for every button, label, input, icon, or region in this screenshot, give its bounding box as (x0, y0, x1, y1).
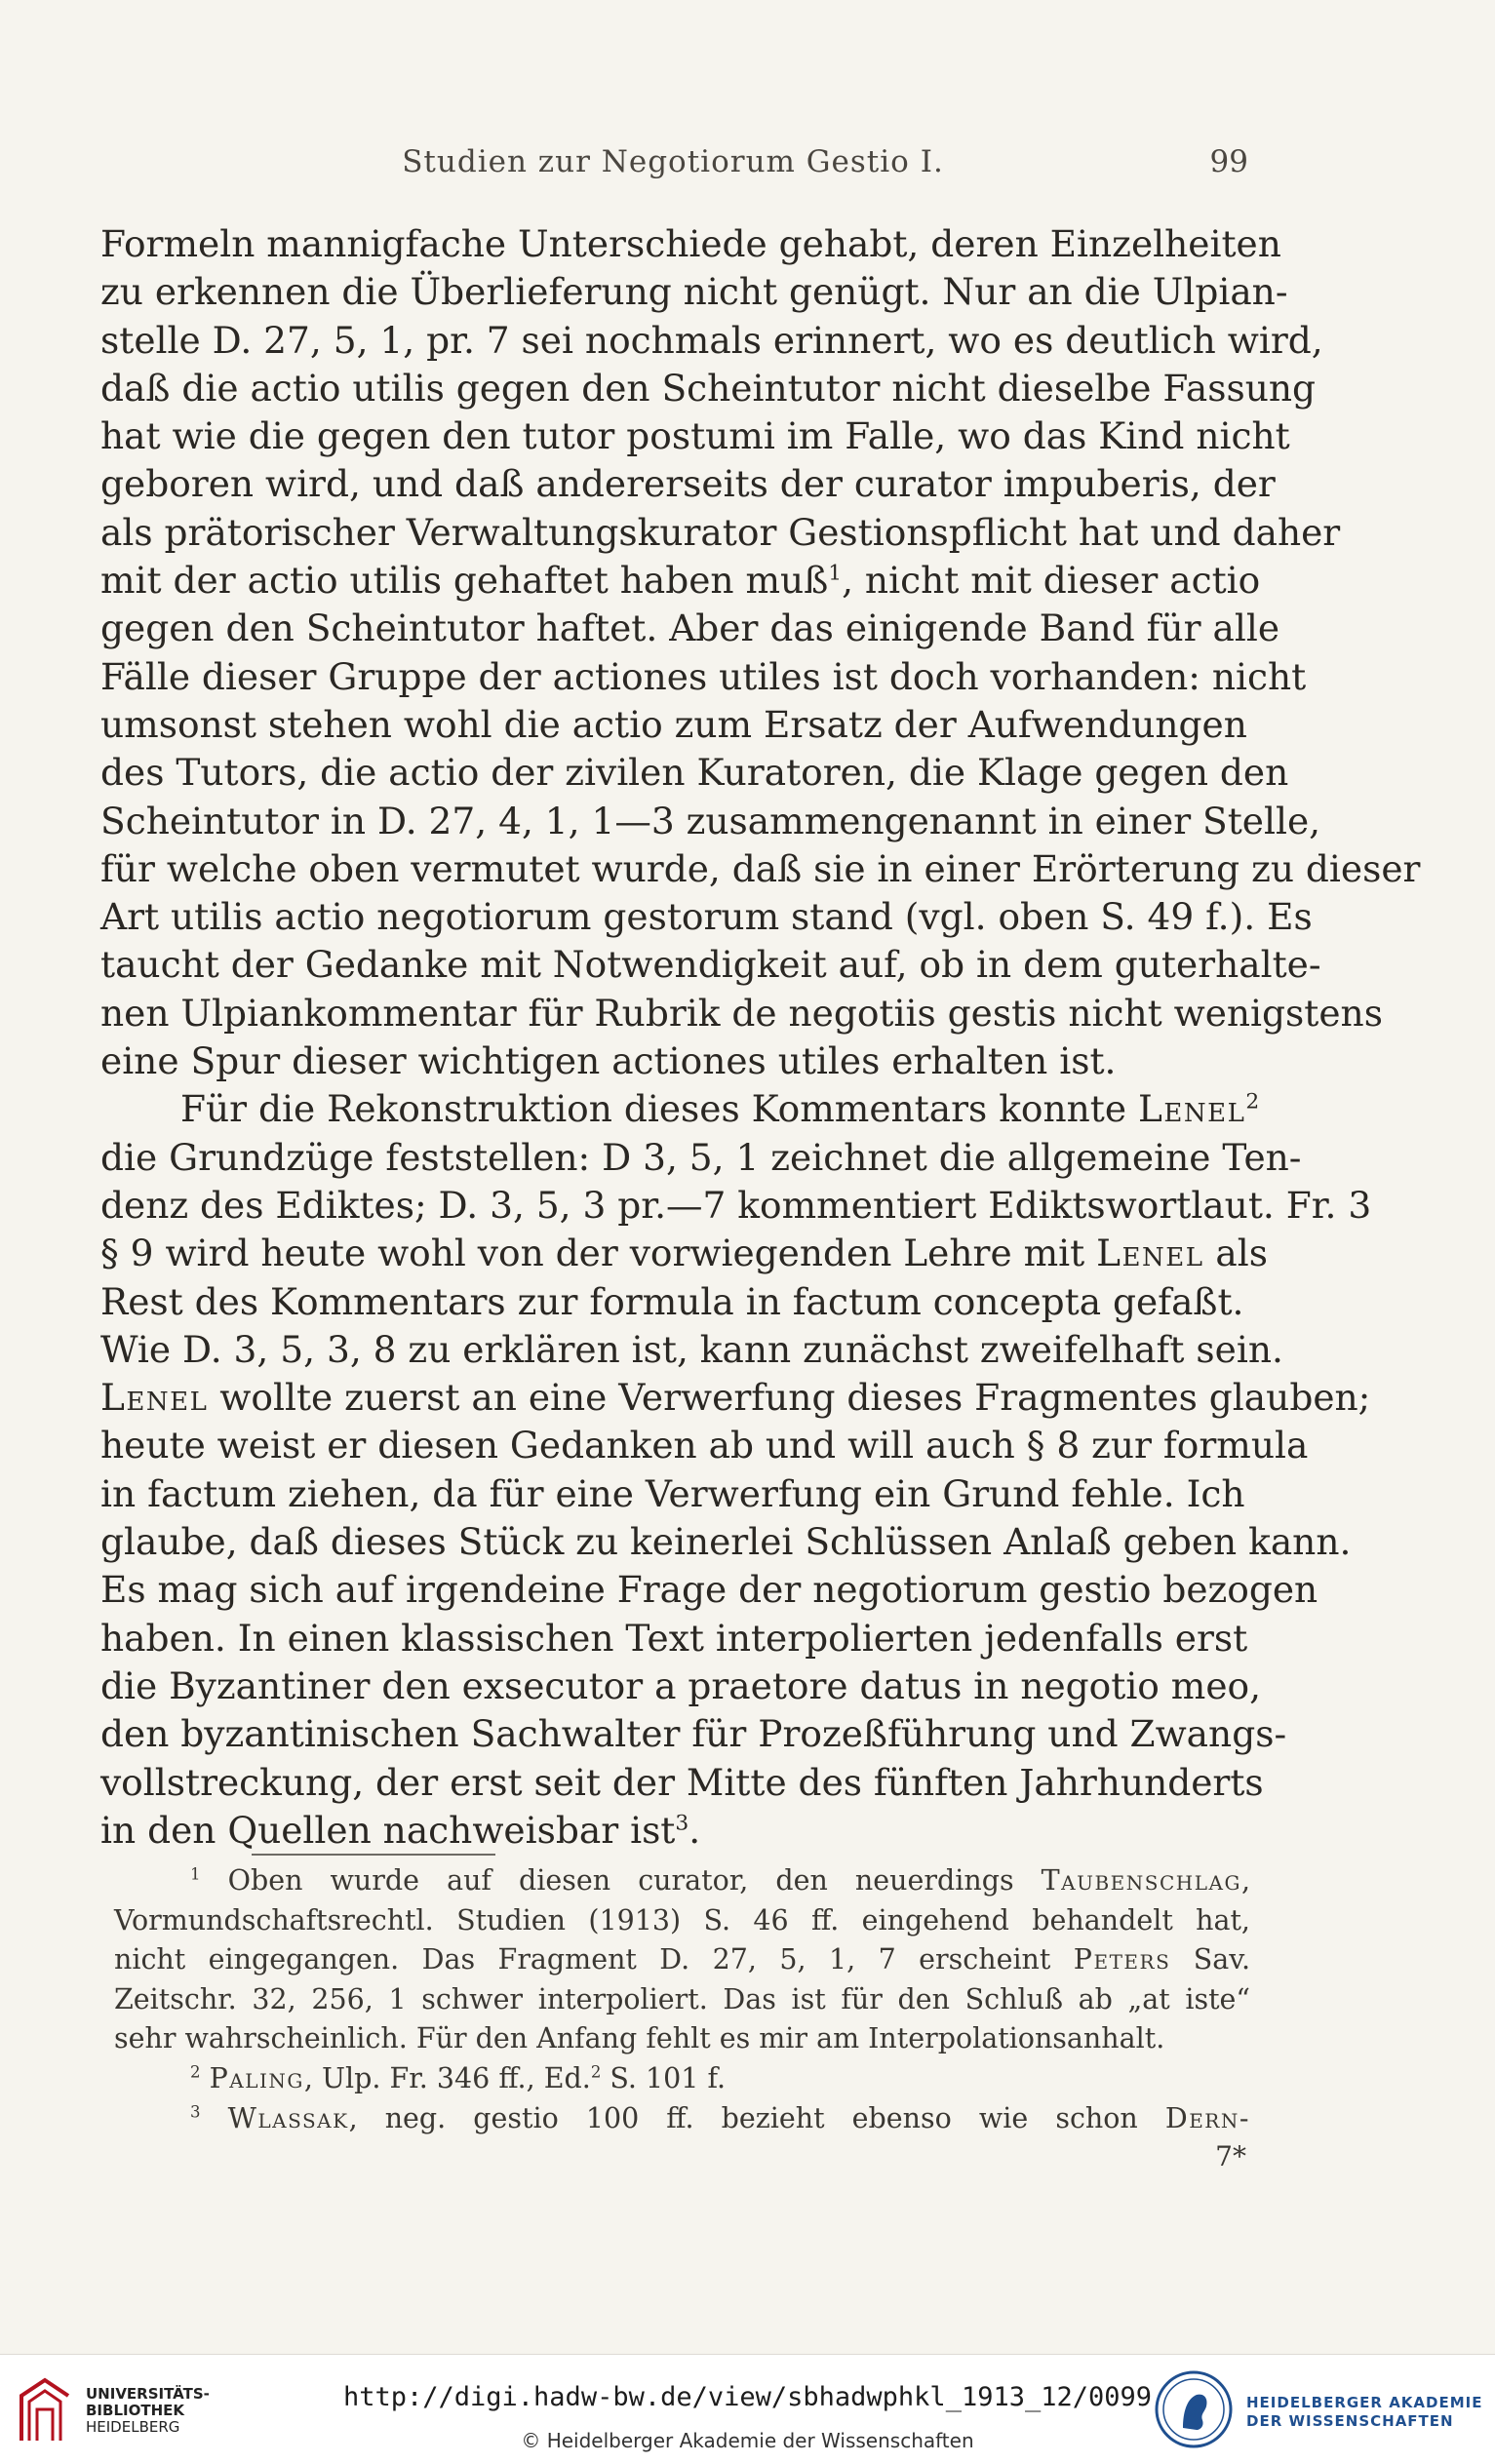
body-text (100, 220, 1421, 1855)
author-name: Lenel (1096, 1232, 1204, 1275)
footnote-rule (252, 1854, 495, 1856)
text-line: den byzantinischen Sachwalter für Prozeßführung und Zwangs- (100, 1712, 1287, 1756)
footer-bar (0, 2354, 1495, 2464)
text-line: für welche oben vermutet wurde, daß sie in einer Erörterung zu dieser (100, 846, 1421, 890)
page-number: 99 (1209, 144, 1248, 179)
text-line: haben. In einen klassischen Text interpolierten jedenfalls erst (100, 1616, 1248, 1660)
academy-label: HEIDELBERGER AKADEMIE DER WISSENSCHAFTEN (1246, 2394, 1483, 2430)
university-library-label: UNIVERSITÄTS- BIBLIOTHEK HEIDELBERG (86, 2385, 210, 2436)
text-line: nen Ulpiankommentar für Rubrik de negotiis gestis nicht wenigstens (100, 991, 1383, 1035)
footnote-line: $^2$ Paling, Ulp. Fr. 346 ff., Ed.$^2$ S. 101 f. (190, 2061, 727, 2094)
footnote-ref: 3 (675, 1811, 689, 1836)
footnote-line: $^1$ Oben wurde auf diesen curator, den neuerdings Taubenschlag, (190, 1864, 1250, 1897)
footnote-ref: 1 (828, 561, 843, 586)
author-name: Dern- (1164, 2101, 1250, 2134)
text-line: umsonst stehen wohl die actio zum Ersatz der Aufwendungen (100, 702, 1247, 746)
footnote-line: Zeitschr. 32, 256, 1 schwer interpoliert. Das ist für den Schluß ab „at iste“ (114, 1982, 1250, 2015)
text-line: Rest des Kommentars zur formula in factum concepta gefaßt. (100, 1279, 1244, 1323)
footnote-line: nicht eingegangen. Das Fragment D. 27, 5, 1, 7 erscheint Peters Sav. (114, 1943, 1250, 1976)
text-line: gegen den Scheintutor haftet. Aber das einigende Band für alle (100, 606, 1280, 650)
text-line: Wie D. 3, 5, 3, 8 zu erklären ist, kann zunächst zweifelhaft sein. (100, 1327, 1283, 1371)
footnote-line: sehr wahrscheinlich. Für den Anfang fehlt es mir am Interpolationsanhalt. (114, 2022, 1165, 2055)
text-line: die Grundzüge feststellen: D 3, 5, 1 zeichnet die allgemeine Ten- (100, 1135, 1302, 1179)
text-line: daß die actio utilis gegen den Scheintutor nicht dieselbe Fassung (100, 366, 1317, 410)
text-line: Formeln mannigfache Unterschiede gehabt, deren Einzelheiten (100, 222, 1281, 265)
text-line: § 9 wird heute wohl von der vorwiegenden Lehre mit Lenel als (100, 1232, 1269, 1275)
author-name: Taubenschlag (1041, 1864, 1241, 1897)
text-line: des Tutors, die actio der zivilen Kuratoren, die Klage gegen den (100, 751, 1289, 795)
text-line: Scheintutor in D. 27, 4, 1, 1—3 zusammengenannt in einer Stelle, (100, 799, 1321, 842)
author-name: Lenel (1137, 1087, 1246, 1131)
author-name: Paling (209, 2061, 304, 2094)
permalink[interactable]: http://digi.hadw-bw.de/view/sbhadwphkl_1913_12/0099 (342, 2382, 1153, 2412)
author-name: Lenel (100, 1376, 209, 1420)
text-line: Es mag sich auf irgendeine Frage der negotiorum gestio bezogen (100, 1568, 1318, 1612)
text-line: Art utilis actio negotiorum gestorum stand (vgl. oben S. 49 f.). Es (100, 895, 1313, 939)
text-line: Fälle dieser Gruppe der actiones utiles ist doch vorhanden: nicht (100, 654, 1307, 698)
text-line: in den Quellen nachweisbar ist$^3$. (100, 1808, 701, 1852)
text-line: zu erkennen die Überlieferung nicht genügt. Nur an die Ulpian- (100, 270, 1288, 314)
running-title: Studien zur Negotiorum Gestio I. (402, 144, 944, 179)
sheet-signature: 7* (1215, 2140, 1246, 2172)
text-line: heute weist er diesen Gedanken ab und will auch § 8 zur formula (100, 1424, 1309, 1467)
text-line: als prätorischer Verwaltungskurator Gestionspflicht hat und daher (100, 510, 1341, 554)
text-line: denz des Ediktes; D. 3, 5, 3 pr.—7 kommentiert Ediktswortlaut. Fr. 3 (100, 1183, 1372, 1227)
text-line: stelle D. 27, 5, 1, pr. 7 sei nochmals erinnert, wo es deutlich wird, (100, 318, 1323, 362)
author-name: Wlassak (227, 2101, 349, 2134)
text-line: mit der actio utilis gehaftet haben muß$^1$, nicht mit dieser actio (100, 559, 1261, 603)
text-line: geboren wird, und daß andererseits der curator impuberis, der (100, 462, 1276, 506)
text-line: die Byzantiner den exsecutor a praetore datus in negotio meo, (100, 1663, 1262, 1707)
text-line: glaube, daß dieses Stück zu keinerlei Schlüssen Anlaß geben kann. (100, 1520, 1352, 1564)
footnote-line: $^3$ Wlassak, neg. gestio 100 ff. bezieht ebenso wie schon Dern- (190, 2101, 1250, 2134)
author-name: Peters (1073, 1943, 1171, 1976)
text-line: Für die Rekonstruktion dieses Kommentars konnte Lenel$^2$ (180, 1087, 1260, 1131)
text-line: vollstreckung, der erst seit der Mitte des fünften Jahrhunderts (100, 1760, 1264, 1804)
footnote-ref: 2 (1245, 1089, 1260, 1115)
text-line: eine Spur dieser wichtigen actiones utiles erhalten ist. (100, 1039, 1117, 1083)
copyright-notice: © Heidelberger Akademie der Wissenschaften (521, 2429, 974, 2452)
text-line: taucht der Gedanke mit Notwendigkeit auf, ob in dem guterhalte- (100, 943, 1321, 987)
text-line: Lenel wollte zuerst an eine Verwerfung dieses Fragmentes glauben; (100, 1376, 1371, 1420)
academy-seal-icon (1154, 2369, 1234, 2449)
footnote-line: Vormundschaftsrechtl. Studien (1913) S. 46 ff. eingehend behandelt hat, (114, 1903, 1250, 1936)
text-line: hat wie die gegen den tutor postumi im Falle, wo das Kind nicht (100, 414, 1290, 458)
footnotes (114, 1861, 1250, 2138)
text-line: in factum ziehen, da für eine Verwerfung ein Grund fehle. Ich (100, 1471, 1245, 1515)
running-head (98, 144, 1248, 183)
